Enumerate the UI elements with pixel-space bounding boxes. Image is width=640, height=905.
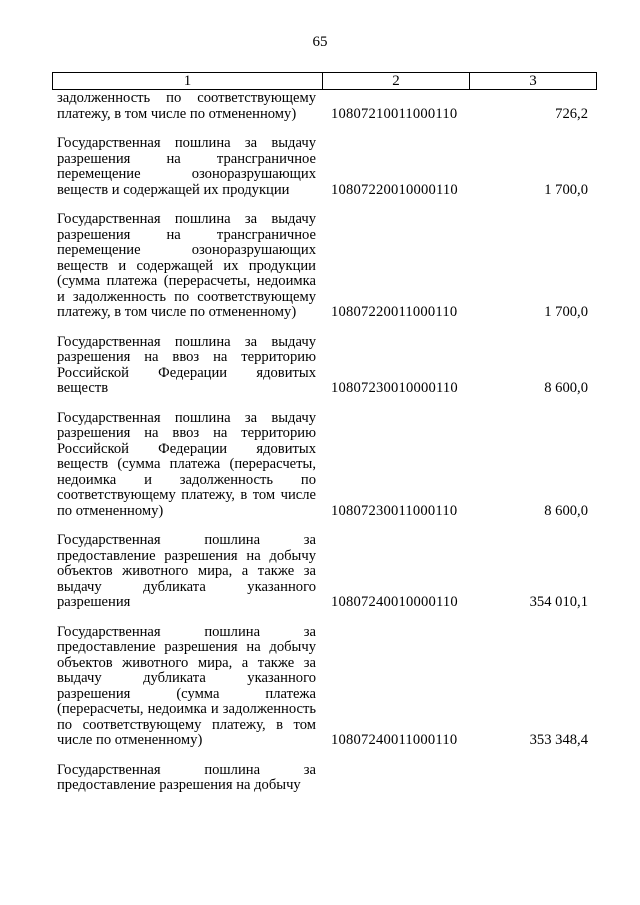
row-description: Государственная пошлина за выдачу разрешения на трансграничное перемещение озоноразрушающих веществ и содержащей их продукции [57,135,316,198]
row-amount: 353 348,4 [529,732,588,748]
table-header [52,72,597,90]
row-amount: 8 600,0 [544,380,588,396]
column-2-header: 2 [323,73,470,90]
row-code: 10807210011000110 [331,105,458,122]
row-amount: 8 600,0 [544,502,588,519]
row-amount: 726,2 [555,105,588,122]
table-row [0,533,640,611]
row-amount: 1 700,0 [544,304,588,320]
row-description: Государственная пошлина за выдачу разрешения на ввоз на территорию Российской Федерации ядовитых веществ (сумма платежа (перерасчеты, недоимка и задолженность по соответствующему платежу, в том числе по отмененному) [57,409,316,519]
column-1-header: 1 [53,73,323,90]
row-amount: 354 010,1 [529,594,588,610]
table-row [0,335,640,397]
table-row [0,91,640,122]
table-row [0,625,640,749]
table-row [0,212,640,321]
table-row [0,763,640,794]
row-amount: 1 700,0 [544,181,588,198]
row-code: 10807220010000110 [331,181,458,198]
row-description: Государственная пошлина за выдачу разрешения на ввоз на территорию Российской Федерации ядовитых веществ [57,333,316,396]
table-row [0,411,640,520]
page-number: 65 [312,34,328,50]
column-3-header: 3 [470,73,597,90]
row-code: 10807230011000110 [331,502,458,519]
row-code: 10807220011000110 [331,304,458,320]
row-description: Государственная пошлина за предоставление разрешения на добычу объектов животного мира, а также за выдачу дубликата указанного разрешения (сумма платежа (перерасчеты, недоимка и задолженность по соответствующему платежу, в том числе по отмененному) [57,623,316,748]
row-description: Государственная пошлина за предоставление разрешения на добычу объектов животного мира, а также за выдачу дубликата указанного разрешения [57,532,316,610]
row-code: 10807240010000110 [331,594,458,610]
row-code: 10807230010000110 [331,380,458,396]
row-description: задолженность по соответствующему платежу, в том числе по отмененному) [57,90,316,122]
row-description: Государственная пошлина за выдачу разрешения на трансграничное перемещение озоноразрушающих веществ и содержащей их продукции (сумма платежа (перерасчеты, недоимка и задолженность по соответствующему платежу, в том числе по отмененному) [57,211,316,320]
row-code: 10807240011000110 [331,732,458,748]
row-description: Государственная пошлина за предоставление разрешения на добычу [57,761,316,793]
table-body [0,91,640,794]
table-row [0,136,640,198]
header-row [53,73,597,90]
